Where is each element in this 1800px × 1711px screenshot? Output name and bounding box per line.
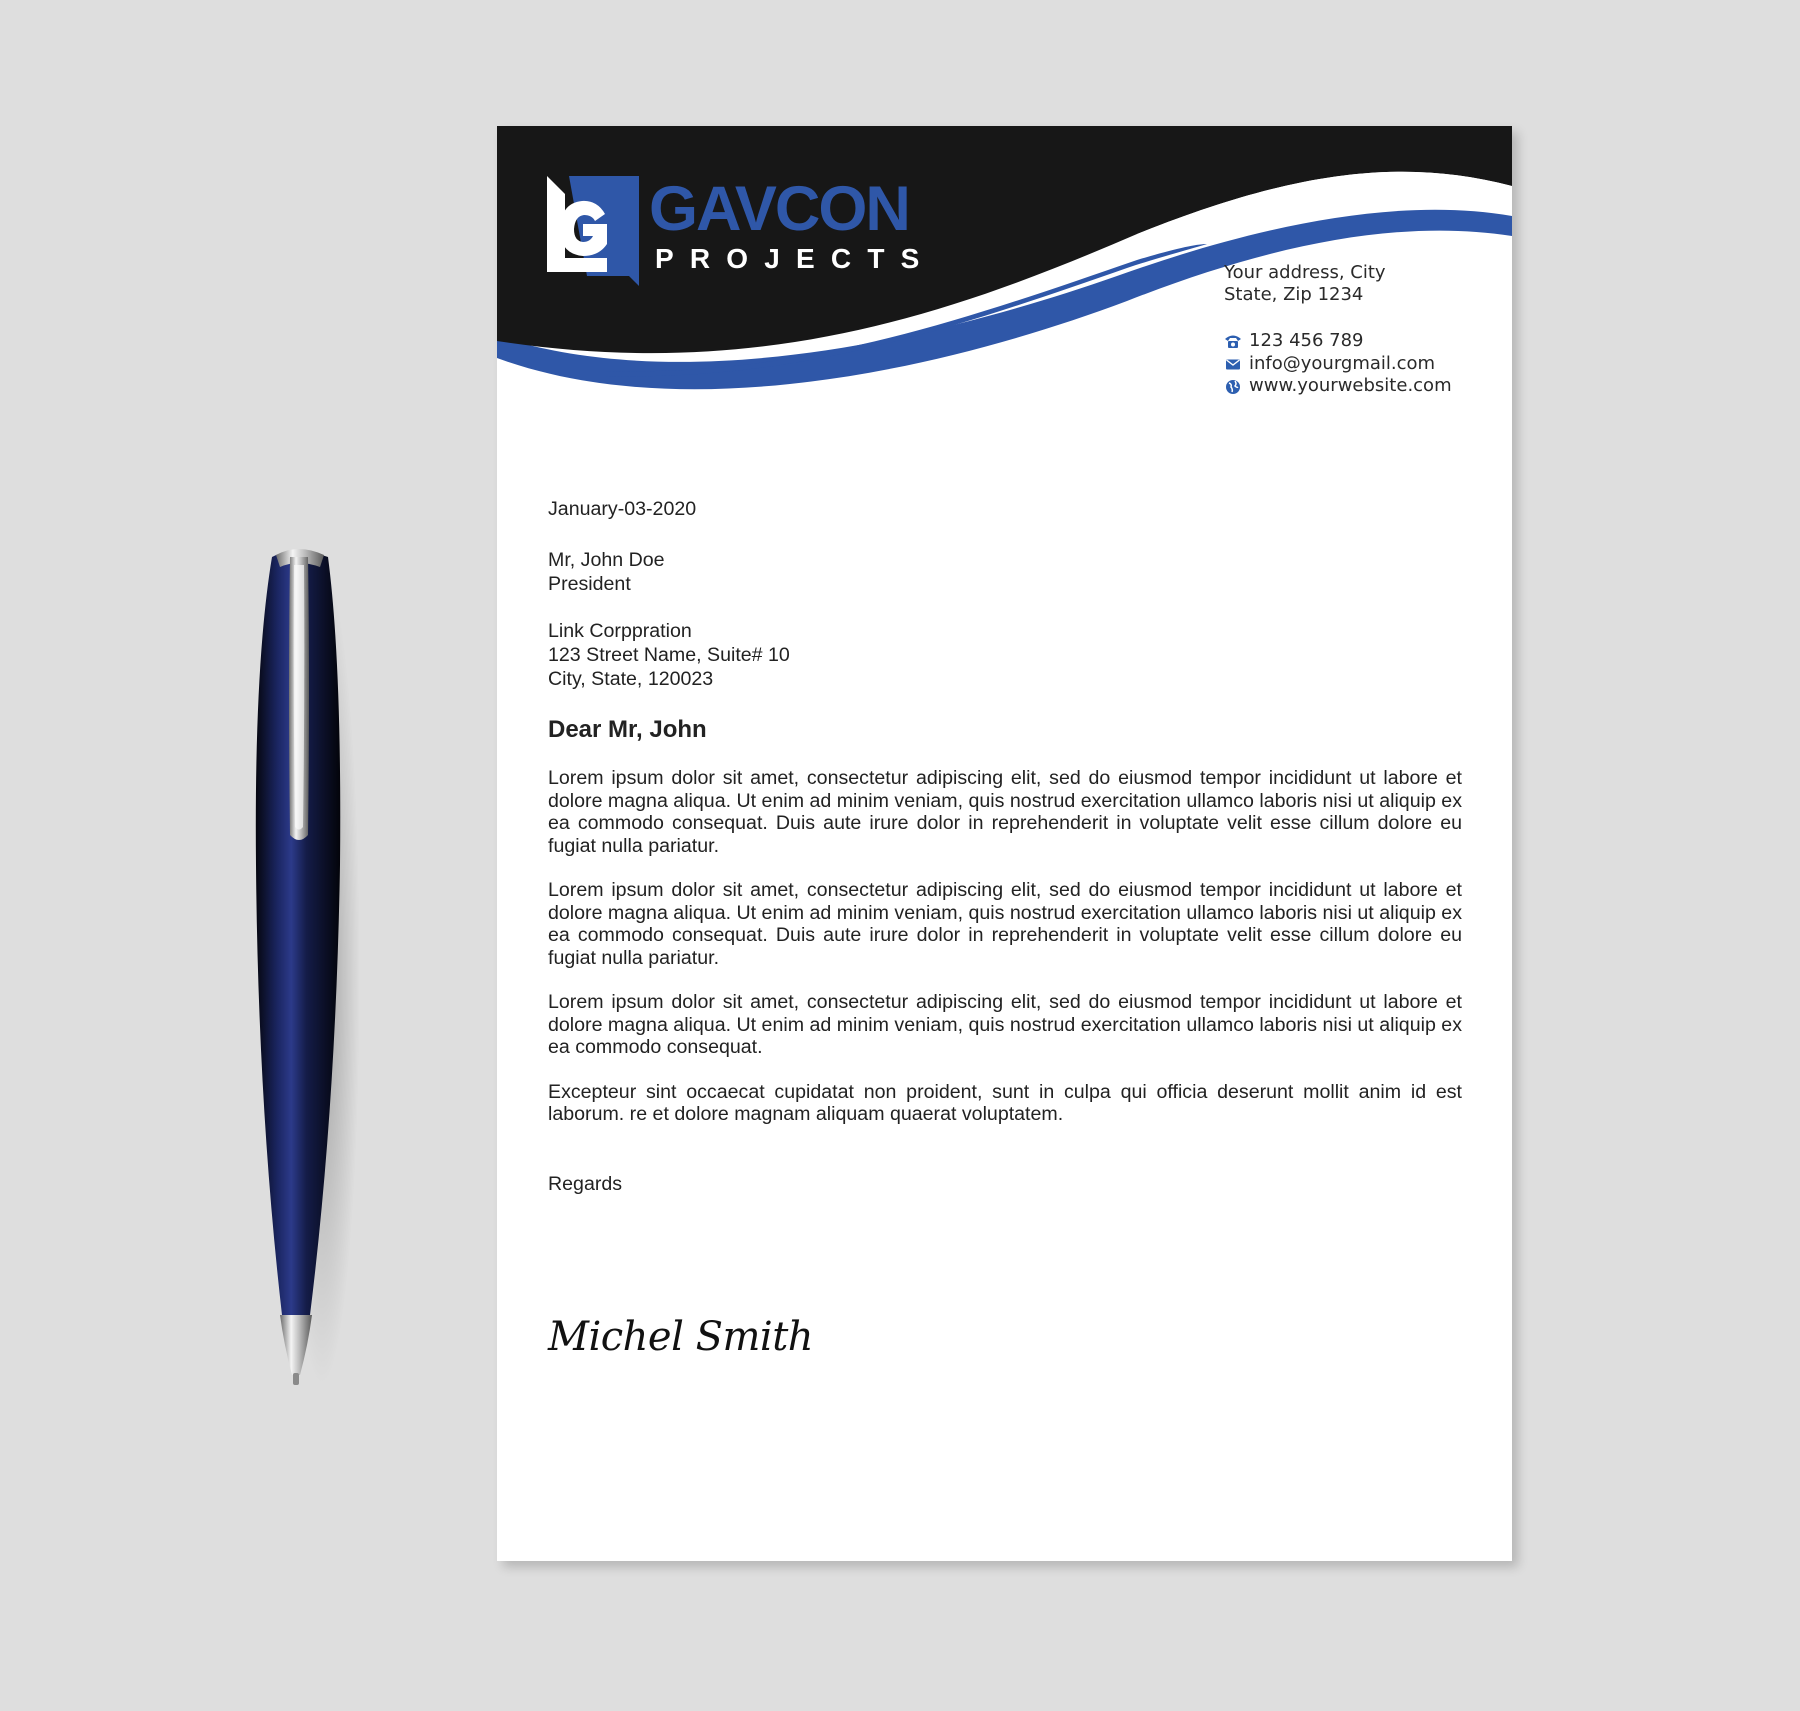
email-text: info@yourgmail.com (1249, 352, 1436, 374)
phone-text: 123 456 789 (1249, 330, 1364, 352)
company-city: City, State, 120023 (548, 668, 714, 690)
body-paragraph: Lorem ipsum dolor sit amet, consectetur adipiscing elit, sed do eiusmod tempor incididunt ut labore et dolore magna aliqua. Ut enim ad minim veniam, quis nostrud exercitation ullamco laboris nisi ut aliquip ex ea commodo consequat. Duis aute irure dolor in reprehenderit in voluptate velit esse cillum dolore eu fugiat nulla pariatur. (548, 879, 1462, 969)
recipient-title: President (548, 573, 631, 595)
contact-block (1224, 262, 1494, 398)
closing: Regards (548, 1172, 623, 1195)
globe-icon (1224, 378, 1242, 394)
contact-phone (1224, 330, 1494, 353)
logo-mark-icon (547, 176, 639, 286)
logo-company-name: GAVCON (649, 174, 909, 244)
contact-list (1224, 330, 1494, 398)
logo-tagline: PROJECTS (655, 243, 936, 274)
address-line-2: State, Zip 1234 (1224, 284, 1364, 305)
body-paragraph: Lorem ipsum dolor sit amet, consectetur adipiscing elit, sed do eiusmod tempor incididunt ut labore et dolore magna aliqua. Ut enim ad minim veniam, quis nostrud exercitation ullamco laboris nisi ut aliquip ex ea commodo consequat. (548, 991, 1462, 1058)
company-logo (547, 176, 977, 286)
email-icon (1224, 356, 1242, 372)
recipient-name: Mr, John Doe (548, 549, 665, 571)
recipient-company-block (548, 619, 1462, 691)
contact-website (1224, 375, 1494, 398)
salutation: Dear Mr, John (548, 716, 707, 743)
letter-date: January-03-2020 (548, 498, 697, 520)
company-name: Link Corppration (548, 620, 692, 642)
body-paragraph: Excepteur sint occaecat cupidatat non proident, sunt in culpa qui officia deserunt mollit anim id est laborum. re et dolore magnam aliquam quaerat voluptatem. (548, 1080, 1462, 1125)
phone-icon (1224, 333, 1242, 349)
body-paragraph: Lorem ipsum dolor sit amet, consectetur adipiscing elit, sed do eiusmod tempor incididunt ut labore et dolore magna aliqua. Ut enim ad minim veniam, quis nostrud exercitation ullamco laboris nisi ut aliquip ex ea commodo consequat. Duis aute irure dolor in reprehenderit in voluptate velit esse cillum dolore eu fugiat nulla pariatur. (548, 767, 1462, 857)
address-line-1: Your address, City (1224, 262, 1386, 283)
contact-email (1224, 353, 1494, 376)
pen-image (250, 545, 360, 1395)
letterhead-page (497, 126, 1512, 1561)
company-street: 123 Street Name, Suite# 10 (548, 644, 790, 666)
recipient-block (548, 548, 1462, 596)
letter-body (548, 496, 1462, 1359)
signature: Michel Smith (548, 1313, 814, 1360)
website-text: www.yourwebsite.com (1249, 375, 1452, 397)
